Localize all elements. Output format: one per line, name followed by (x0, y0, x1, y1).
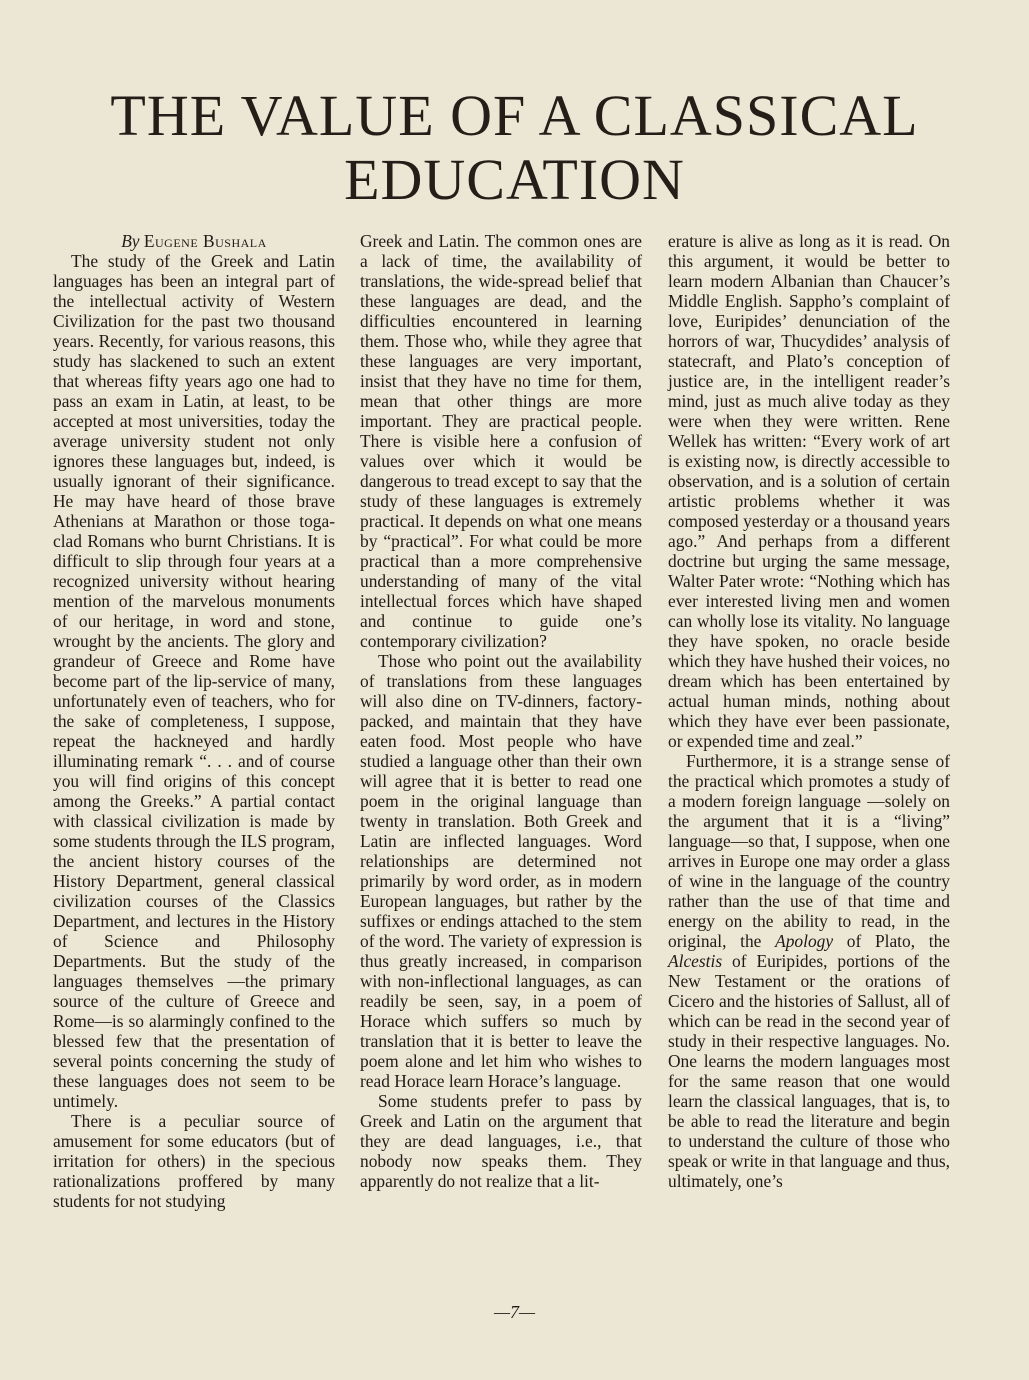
author-name: Eugene Bushala (143, 231, 267, 251)
paragraph-text: of Plato, the (846, 931, 950, 951)
byline (53, 231, 335, 251)
paragraph: The study of the Greek and Latin languages has been an integral part of the intellectual activity of Western Civilization for the past two thousand years. Recently, for various reasons, this study has slackened to such an extent that whereas fifty years ago one had to pass an exam in Latin, at least, to be accepted at most universities, today the average university student not only ignores these languages but, indeed, is usually ignorant of their significance. He may have heard of those brave Athenians at Marathon or those toga-clad Romans who burnt Christians. It is difficult to slip through four years at a recognized university without hearing mention of the marvelous monuments of our heritage, in word and stone, wrought by the ancients. The glory and grandeur of Greece and Rome have become part of the lip-service of many, unfortunately even of teachers, who for the sake of completeness, I suppose, repeat the hackneyed and hardly illuminating remark “. . . and of course you will find origins of this concept among the Greeks.” A partial contact with classical civilization is made by some students through the ILS program, the ancient history courses of the History Department, general classical civilization courses of the Classics Department, and lectures in the History of Science and Philosophy Departments. But the study of the languages themselves —the primary source of the culture of Greece and Rome—is so alarmingly confined to the blessed few that the presentation of several points concerning the study of these languages does not seem to be untimely. (53, 251, 335, 1111)
column-2 (360, 231, 642, 1191)
italic-work-title: Apology (775, 931, 834, 951)
page-number: —7— (493, 1302, 535, 1322)
paragraph: erature is alive as long as it is read. On this argument, it would be better to learn modern Albanian than Chaucer’s Middle English. Sappho’s complaint of love, Euripides’ denunciation of the horrors of war, Thucydides’ analysis of statecraft, and Plato’s conception of justice are, in the intelligent reader’s mind, just as much alive today as they were when they were written. Rene Wellek has written: “Every work of art is existing now, is directly accessible to observation, and is a solution of certain artistic problems whether it was composed yesterday or a thousand years ago.” And perhaps from a different doctrine but urging the same message, Walter Pater wrote: “Nothing which has ever interested living men and women can wholly lose its vitality. No language they have spoken, no oracle beside which they have hushed their voices, no dream which has been entertained by actual human minds, nothing about which they have ever been passionate, or expended time and zeal.” (668, 231, 950, 751)
paragraph: Some students prefer to pass by Greek and Latin on the argument that they are dead languages, i.e., that nobody now speaks them. They apparently do not realize that a lit- (360, 1091, 642, 1191)
paragraph: Those who point out the availability of translations from these languages will also dine on TV-dinners, factory-packed, and maintain that they have eaten food. Most people who have studied a language other than their own will agree that it is better to read one poem in the original language than twenty in translation. Both Greek and Latin are inflected languages. Word relationships are determined not primarily by word order, as in modern European languages, but rather by the suffixes or endings attached to the stem of the word. The variety of expression is thus greatly increased, in comparison with non-inflectional languages, as can readily be seen, say, in a poem of Horace which suffers so much by translation that it is better to leave the poem alone and let him who wishes to read Horace learn Horace’s language. (360, 651, 642, 1091)
paragraph: Greek and Latin. The common ones are a lack of time, the availability of translations, the wide-spread belief that these languages are dead, and the difficulties encountered in learning them. Those who, while they agree that these languages are very important, insist that they have no time for them, mean that other things are more important. They are practical people. There is visible here a confusion of values over which it would be dangerous to tread except to say that the study of these languages is extremely practical. It depends on what one means by “practical”. For what could be more practical than a more comprehensive understanding of many of the vital intellectual forces which have shaped and continue to guide one’s contemporary civilization? (360, 231, 642, 651)
column-1 (53, 231, 335, 1211)
italic-work-title: Alcestis (668, 951, 723, 971)
byline-prefix: By (121, 231, 140, 251)
column-3 (668, 231, 950, 1191)
paragraph-text: of Euripides, portions of the New Testament or the orations of Cicero and the histories of Sallust, all of which can be read in the second year of study in their respective languages. No. One learns the modern languages most for the same reason that one would learn the classical languages, that is, to be able to read the literature and begin to understand the culture of those who speak or write in that language and thus, ultimately, one’s (668, 951, 950, 1191)
paragraph (668, 751, 950, 1191)
article-title: THE VALUE OF A CLASSICAL EDUCATION (110, 83, 919, 212)
paragraph: There is a peculiar source of amusement for some educators (but of irritation for others) in the specious rationalizations proffered by many students for not studying (53, 1111, 335, 1211)
paragraph-text: Furthermore, it is a strange sense of the practical which promotes a study of a modern foreign language —solely on the argument that it is a “living” language—so that, I suppose, when one arrives in Europe one may order a glass of wine in the language of the country rather than the use of that time and energy on the ability to read, in the original, the (668, 751, 950, 951)
